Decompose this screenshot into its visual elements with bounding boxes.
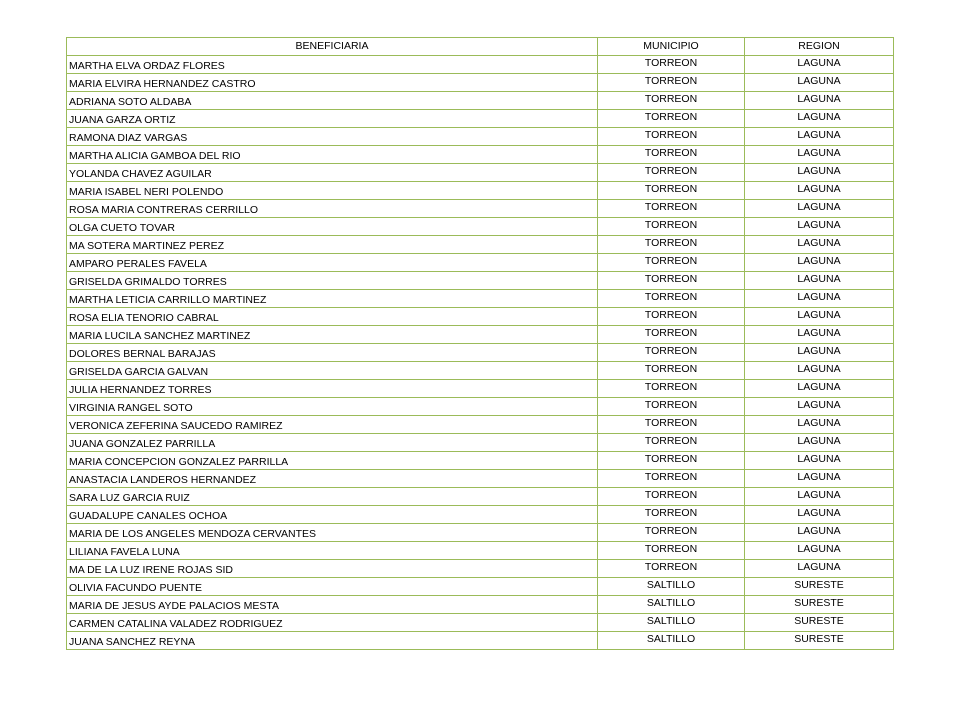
beneficiary-name-cell[interactable]: OLIVIA FACUNDO PUENTE — [67, 578, 598, 596]
region-cell[interactable]: LAGUNA — [745, 200, 894, 218]
beneficiary-name-cell[interactable]: ROSA MARIA CONTRERAS CERRILLO — [67, 200, 598, 218]
table-row — [67, 308, 894, 326]
beneficiary-name-cell[interactable]: GUADALUPE CANALES OCHOA — [67, 506, 598, 524]
beneficiary-name-cell[interactable]: CARMEN CATALINA VALADEZ RODRIGUEZ — [67, 614, 598, 632]
municipio-cell[interactable]: TORREON — [598, 200, 745, 218]
municipio-cell[interactable]: TORREON — [598, 488, 745, 506]
beneficiaries-table — [66, 37, 894, 650]
region-cell[interactable]: SURESTE — [745, 632, 894, 650]
table-row — [67, 506, 894, 524]
beneficiary-name-cell[interactable]: GRISELDA GRIMALDO TORRES — [67, 272, 598, 290]
column-header-beneficiaria[interactable]: BENEFICIARIA — [67, 38, 598, 56]
municipio-cell[interactable]: TORREON — [598, 560, 745, 578]
beneficiary-name-cell[interactable]: MA SOTERA MARTINEZ PEREZ — [67, 236, 598, 254]
region-cell[interactable]: LAGUNA — [745, 362, 894, 380]
region-cell[interactable]: LAGUNA — [745, 272, 894, 290]
beneficiary-name-cell[interactable]: VIRGINIA RANGEL SOTO — [67, 398, 598, 416]
region-cell[interactable]: LAGUNA — [745, 92, 894, 110]
beneficiary-name-cell[interactable]: JUANA GONZALEZ PARRILLA — [67, 434, 598, 452]
table-row — [67, 182, 894, 200]
region-cell[interactable]: LAGUNA — [745, 488, 894, 506]
region-cell[interactable]: LAGUNA — [745, 218, 894, 236]
header-row — [67, 38, 894, 56]
municipio-cell[interactable]: TORREON — [598, 254, 745, 272]
municipio-cell[interactable]: TORREON — [598, 416, 745, 434]
municipio-cell[interactable]: SALTILLO — [598, 614, 745, 632]
municipio-cell[interactable]: SALTILLO — [598, 632, 745, 650]
table-row — [67, 344, 894, 362]
municipio-cell[interactable]: TORREON — [598, 218, 745, 236]
region-cell[interactable]: LAGUNA — [745, 182, 894, 200]
municipio-cell[interactable]: TORREON — [598, 380, 745, 398]
column-header-municipio[interactable]: MUNICIPIO — [598, 38, 745, 56]
table-row — [67, 524, 894, 542]
table-row — [67, 128, 894, 146]
region-cell[interactable]: LAGUNA — [745, 164, 894, 182]
table-row — [67, 110, 894, 128]
table-row — [67, 74, 894, 92]
beneficiary-name-cell[interactable]: DOLORES BERNAL BARAJAS — [67, 344, 598, 362]
beneficiary-name-cell[interactable]: MA DE LA LUZ IRENE ROJAS SID — [67, 560, 598, 578]
region-cell[interactable]: SURESTE — [745, 596, 894, 614]
municipio-cell[interactable]: SALTILLO — [598, 578, 745, 596]
beneficiary-name-cell[interactable]: MARIA LUCILA SANCHEZ MARTINEZ — [67, 326, 598, 344]
beneficiary-name-cell[interactable]: JUANA GARZA ORTIZ — [67, 110, 598, 128]
beneficiary-name-cell[interactable]: MARIA DE LOS ANGELES MENDOZA CERVANTES — [67, 524, 598, 542]
municipio-cell[interactable]: TORREON — [598, 110, 745, 128]
table-row — [67, 236, 894, 254]
beneficiary-name-cell[interactable]: LILIANA FAVELA LUNA — [67, 542, 598, 560]
municipio-cell[interactable]: TORREON — [598, 308, 745, 326]
municipio-cell[interactable]: TORREON — [598, 434, 745, 452]
beneficiary-name-cell[interactable]: RAMONA DIAZ VARGAS — [67, 128, 598, 146]
region-cell[interactable]: LAGUNA — [745, 56, 894, 74]
beneficiary-name-cell[interactable]: MARIA CONCEPCION GONZALEZ PARRILLA — [67, 452, 598, 470]
table-row — [67, 542, 894, 560]
beneficiary-name-cell[interactable]: SARA LUZ GARCIA RUIZ — [67, 488, 598, 506]
municipio-cell[interactable]: TORREON — [598, 182, 745, 200]
beneficiary-name-cell[interactable]: OLGA CUETO TOVAR — [67, 218, 598, 236]
table-row — [67, 200, 894, 218]
table-row — [67, 254, 894, 272]
beneficiary-name-cell[interactable]: MARTHA ALICIA GAMBOA DEL RIO — [67, 146, 598, 164]
beneficiary-name-cell[interactable]: JULIA HERNANDEZ TORRES — [67, 380, 598, 398]
beneficiaries-sheet — [66, 37, 893, 650]
table-row — [67, 290, 894, 308]
table-row — [67, 362, 894, 380]
table-row — [67, 380, 894, 398]
municipio-cell[interactable]: TORREON — [598, 362, 745, 380]
region-cell[interactable]: LAGUNA — [745, 146, 894, 164]
beneficiary-name-cell[interactable]: ADRIANA SOTO ALDABA — [67, 92, 598, 110]
municipio-cell[interactable]: TORREON — [598, 290, 745, 308]
column-header-region[interactable]: REGION — [745, 38, 894, 56]
municipio-cell[interactable]: SALTILLO — [598, 596, 745, 614]
municipio-cell[interactable]: TORREON — [598, 272, 745, 290]
municipio-cell[interactable]: TORREON — [598, 326, 745, 344]
region-cell[interactable]: LAGUNA — [745, 470, 894, 488]
municipio-cell[interactable]: TORREON — [598, 164, 745, 182]
municipio-cell[interactable]: TORREON — [598, 74, 745, 92]
beneficiary-name-cell[interactable]: MARIA DE JESUS AYDE PALACIOS MESTA — [67, 596, 598, 614]
table-row — [67, 560, 894, 578]
region-cell[interactable]: LAGUNA — [745, 290, 894, 308]
table-row — [67, 92, 894, 110]
region-cell[interactable]: LAGUNA — [745, 380, 894, 398]
municipio-cell[interactable]: TORREON — [598, 542, 745, 560]
beneficiary-name-cell[interactable]: ROSA ELIA TENORIO CABRAL — [67, 308, 598, 326]
table-body — [67, 56, 894, 650]
beneficiary-name-cell[interactable]: ANASTACIA LANDEROS HERNANDEZ — [67, 470, 598, 488]
beneficiary-name-cell[interactable]: MARIA ISABEL NERI POLENDO — [67, 182, 598, 200]
municipio-cell[interactable]: TORREON — [598, 128, 745, 146]
beneficiary-name-cell[interactable]: MARIA ELVIRA HERNANDEZ CASTRO — [67, 74, 598, 92]
table-row — [67, 416, 894, 434]
region-cell[interactable]: LAGUNA — [745, 524, 894, 542]
table-row — [67, 434, 894, 452]
municipio-cell[interactable]: TORREON — [598, 236, 745, 254]
municipio-cell[interactable]: TORREON — [598, 398, 745, 416]
table-row — [67, 578, 894, 596]
region-cell[interactable]: LAGUNA — [745, 506, 894, 524]
region-cell[interactable]: LAGUNA — [745, 560, 894, 578]
region-cell[interactable]: LAGUNA — [745, 398, 894, 416]
beneficiary-name-cell[interactable]: MARTHA ELVA ORDAZ FLORES — [67, 56, 598, 74]
table-row — [67, 218, 894, 236]
region-cell[interactable]: LAGUNA — [745, 434, 894, 452]
municipio-cell[interactable]: TORREON — [598, 56, 745, 74]
region-cell[interactable]: SURESTE — [745, 614, 894, 632]
municipio-cell[interactable]: TORREON — [598, 146, 745, 164]
region-cell[interactable]: LAGUNA — [745, 74, 894, 92]
table-row — [67, 272, 894, 290]
beneficiary-name-cell[interactable]: MARTHA LETICIA CARRILLO MARTINEZ — [67, 290, 598, 308]
beneficiary-name-cell[interactable]: GRISELDA GARCIA GALVAN — [67, 362, 598, 380]
table-row — [67, 146, 894, 164]
beneficiary-name-cell[interactable]: YOLANDA CHAVEZ AGUILAR — [67, 164, 598, 182]
region-cell[interactable]: LAGUNA — [745, 326, 894, 344]
table-row — [67, 326, 894, 344]
region-cell[interactable]: LAGUNA — [745, 110, 894, 128]
beneficiary-name-cell[interactable]: AMPARO PERALES FAVELA — [67, 254, 598, 272]
region-cell[interactable]: LAGUNA — [745, 344, 894, 362]
table-row — [67, 452, 894, 470]
table-row — [67, 632, 894, 650]
table-row — [67, 398, 894, 416]
table-row — [67, 470, 894, 488]
region-cell[interactable]: LAGUNA — [745, 416, 894, 434]
beneficiary-name-cell[interactable]: VERONICA ZEFERINA SAUCEDO RAMIREZ — [67, 416, 598, 434]
table-row — [67, 56, 894, 74]
region-cell[interactable]: LAGUNA — [745, 128, 894, 146]
municipio-cell[interactable]: TORREON — [598, 506, 745, 524]
region-cell[interactable]: LAGUNA — [745, 308, 894, 326]
region-cell[interactable]: LAGUNA — [745, 236, 894, 254]
municipio-cell[interactable]: TORREON — [598, 92, 745, 110]
beneficiary-name-cell[interactable]: JUANA SANCHEZ REYNA — [67, 632, 598, 650]
region-cell[interactable]: SURESTE — [745, 578, 894, 596]
region-cell[interactable]: LAGUNA — [745, 542, 894, 560]
table-row — [67, 614, 894, 632]
region-cell[interactable]: LAGUNA — [745, 254, 894, 272]
municipio-cell[interactable]: TORREON — [598, 452, 745, 470]
municipio-cell[interactable]: TORREON — [598, 344, 745, 362]
municipio-cell[interactable]: TORREON — [598, 524, 745, 542]
table-row — [67, 596, 894, 614]
region-cell[interactable]: LAGUNA — [745, 452, 894, 470]
municipio-cell[interactable]: TORREON — [598, 470, 745, 488]
table-row — [67, 164, 894, 182]
table-row — [67, 488, 894, 506]
